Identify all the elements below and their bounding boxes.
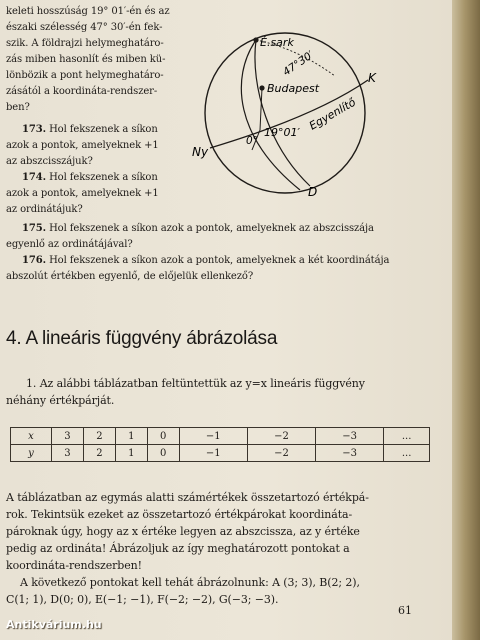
para2-line: C(1; 1), D(0; 0), E(−1; −1), F(−2; −2), G(−3; −3). [6, 593, 279, 606]
table-cell: −3 [316, 428, 384, 445]
intro-line: zásától a koordináta-rendszer- [6, 86, 158, 97]
para2-line: rok. Tekintsük ezeket az összetartozó értékpárokat koordináta- [6, 508, 353, 521]
north-pole-label: É.sark [260, 36, 294, 49]
exercise-number: 176. [22, 255, 46, 266]
para2-line: A következő pontokat kell tehát ábrázolnunk: A (3; 3), B(2; 2), [20, 576, 360, 589]
table-header-cell: x [11, 428, 52, 445]
book-spine [452, 0, 480, 640]
table-cell: 1 [115, 445, 147, 462]
latitude-label: 47°30′ [280, 48, 316, 79]
table-cell: 0 [147, 428, 179, 445]
south-label: D [308, 185, 318, 198]
table-cell: −2 [247, 428, 315, 445]
para1-line: néhány értékpárját. [6, 394, 115, 407]
table-row-y [11, 445, 430, 462]
exercise-text: Hol fekszenek a síkon azok a pontok, amelyeknek a két koordinátája [49, 255, 390, 266]
para2-line: koordináta-rendszerben! [6, 559, 142, 572]
globe-figure [190, 18, 390, 198]
exercise-176 [22, 253, 389, 269]
north-pole-dot [253, 37, 258, 42]
exercise-line: azok a pontok, amelyeknek +1 [6, 188, 159, 199]
city-label: Budapest [267, 82, 320, 95]
exercise-174 [22, 170, 158, 186]
exercise-line: az abszcisszájuk? [6, 156, 93, 167]
section-title: 4. A lineáris függvény ábrázolása [6, 328, 278, 349]
intro-line: keleti hosszúság 19° 01′-én és az [6, 6, 170, 17]
table-cell: 0 [147, 445, 179, 462]
table-cell: 3 [52, 445, 84, 462]
table-cell: 1 [115, 428, 147, 445]
exercise-line: abszolút értékben egyenlő, de előjelük ellenkező? [6, 271, 254, 282]
west-label: Ny [192, 145, 209, 159]
table-header-cell: y [11, 445, 52, 462]
watermark: Antikvárium.hu [6, 618, 102, 631]
exercise-text: Hol fekszenek a síkon [49, 172, 158, 183]
intro-line: szik. A földrajzi helymeghatáro- [6, 38, 164, 49]
exercise-number: 173. [22, 124, 46, 135]
table-cell: 3 [52, 428, 84, 445]
table-cell: ... [384, 428, 430, 445]
table-cell: −1 [179, 445, 247, 462]
para2-line: pedig az ordináta! Ábrázoljuk az így meghatározott pontokat a [6, 542, 350, 555]
intro-line: ben? [6, 102, 30, 113]
radius-line [260, 88, 262, 130]
table-cell: 2 [83, 445, 115, 462]
exercise-number: 175. [22, 223, 46, 234]
para2-line: pároknak úgy, hogy az x értéke legyen az abszcissza, az y értéke [6, 525, 360, 538]
exercise-number: 174. [22, 172, 46, 183]
equator-label: Egyenlítő [307, 95, 358, 133]
longitude-label: 19°01′ [264, 126, 300, 139]
zero-degree-label: 0° [246, 135, 258, 147]
budapest-dot [259, 85, 264, 90]
exercise-173 [22, 122, 158, 138]
page-number: 61 [398, 604, 412, 617]
exercise-line: azok a pontok, amelyeknek +1 [6, 140, 159, 151]
table-row-x [11, 428, 430, 445]
intro-line: északi szélesség 47° 30′-én fek- [6, 22, 163, 33]
exercise-line: egyenlő az ordinátájával? [6, 239, 133, 250]
intro-line: zás miben hasonlít és miben kü- [6, 54, 166, 65]
para2-line: A táblázatban az egymás alatti számértékek összetartozó értékpá- [6, 491, 369, 504]
east-label: K [368, 71, 376, 85]
exercise-text: Hol fekszenek a síkon [49, 124, 158, 135]
exercise-line: az ordinátájuk? [6, 204, 83, 215]
intro-line: lönbözik a pont helymeghatáro- [6, 70, 164, 81]
table-cell: ... [384, 445, 430, 462]
exercise-175 [22, 221, 374, 237]
value-table [10, 427, 430, 462]
table-cell: −1 [179, 428, 247, 445]
table-cell: −2 [247, 445, 315, 462]
exercise-text: Hol fekszenek a síkon azok a pontok, amelyeknek az abszcisszája [49, 223, 374, 234]
table-cell: 2 [83, 428, 115, 445]
table-cell: −3 [316, 445, 384, 462]
para1-line: 1. Az alábbi táblázatban feltüntettük az y=x lineáris függvény [26, 377, 365, 390]
